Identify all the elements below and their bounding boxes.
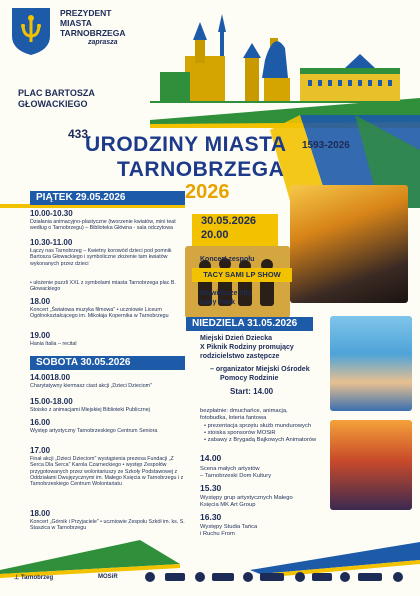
- event-desc: Charytatywny kiermasz ciast akcji „Dzieci Dzieciom": [30, 383, 152, 389]
- tarnobrzeg-crest-icon: ⊥: [14, 575, 21, 581]
- sunday-time-3: 16.30: [200, 512, 222, 522]
- event-desc: Finał akcji „Dzieci Dzieciom" wystąpienia prezesa Fundacji „Z Serca Dla Serca" Karola Czarneckiego • występ Zespołów przygotowanych przez wolontariuszy ze Szkoły Podstawowej z Oddziałami Dwujęzycznymi im. Małego Księcia w Tarnobrzegu i z Tarnobrzeskiego Centrum Wolontariatu: [30, 456, 184, 488]
- sunday-organizer-line1: – organizator Miejski Ośrodek: [210, 366, 310, 373]
- bullet-3: • zabawy z Brygadą Bajkowych Animatorów: [204, 437, 317, 443]
- sunday-title-line1: Miejski Dzień Dziecka: [200, 335, 272, 342]
- sunday-desc-3a: Występy Studia Tańca: [200, 524, 258, 530]
- saturday-event-4: [30, 446, 185, 487]
- crowd-photo: [290, 185, 408, 303]
- venue-line1: PLAC BARTOSZA: [18, 88, 95, 98]
- free-line1: bezpłatnie: dmuchańce, animacja,: [200, 408, 288, 414]
- event-desc: Hania Italia – recital: [30, 341, 77, 347]
- band-name-tag: [192, 268, 292, 282]
- concert-hits-line2: Lady Pank: [200, 299, 236, 306]
- sunday-time-2: 15.30: [200, 483, 222, 493]
- saturday-event-2: [30, 397, 185, 413]
- kids-photo: [330, 316, 412, 411]
- event-desc: Koncert „Górnik i Przyjaciele" • uczniowie Zespołu Szkół im. ks. S. Staszica w Tarnobrzegu: [30, 519, 185, 532]
- bullet-2: • stoiska sponsorów MOSiR: [204, 430, 276, 436]
- sunday-desc-1a: Scena małych artystów: [200, 466, 260, 472]
- friday-event-4: [30, 297, 185, 320]
- friday-event-3: [30, 280, 185, 293]
- saturday-event-5: [30, 509, 185, 532]
- footer-logo-tarnobrzeg: [14, 574, 53, 581]
- footer-logo-mosir: [98, 574, 118, 580]
- city-crest-icon: [10, 6, 52, 56]
- friday-event-1: [30, 209, 185, 232]
- concert-date: 30.05.2026: [201, 215, 257, 227]
- sunday-title-line2: X Piknik Rodziny promujący: [200, 344, 294, 351]
- event-time: 10.30-11.00: [30, 238, 73, 247]
- footer-logo1-text: Tarnobrzeg: [20, 575, 54, 581]
- saturday-event-1: [30, 373, 185, 389]
- saturday-bar: [30, 356, 185, 370]
- bottom-decoration: [0, 530, 420, 596]
- friday-label: PIĄTEK 29.05.2026: [36, 192, 126, 203]
- sunday-desc-2a: Występy grup artystycznych Małego: [200, 495, 293, 501]
- sponsor-logos: [140, 570, 415, 584]
- edition-number: 433.: [68, 127, 92, 141]
- saturday-label: SOBOTA 30.05.2026: [36, 357, 131, 368]
- concert-label: Koncert zespołu: [200, 256, 255, 263]
- event-time: 14.0018.00: [30, 373, 71, 382]
- concert-time: 20.00: [201, 229, 229, 241]
- years-range: 1593-2026: [302, 140, 350, 151]
- event-desc: Stoisko z animacjami Miejskiej Biblioteki Publicznej: [30, 407, 150, 413]
- event-time: 16.00: [30, 418, 51, 427]
- venue: [18, 88, 95, 110]
- venue-line2: GŁOWACKIEGO: [18, 99, 88, 109]
- event-time: 17.00: [30, 446, 51, 455]
- sunday-label: NIEDZIELA 31.05.2026: [192, 318, 298, 329]
- concert-date-box: [192, 214, 278, 246]
- friday-bar: [30, 191, 185, 205]
- event-desc: Występ artystyczny Tarnobrzeskiego Centrum Seniora: [30, 428, 158, 434]
- sunday-time-1: 14.00: [200, 453, 222, 463]
- band-name: TACY SAMI LP SHOW: [203, 270, 281, 279]
- bullet-1: • prezentacja sprzętu służb mundurowych: [204, 423, 312, 429]
- friday-event-5: [30, 331, 185, 347]
- event-desc: • ułożenie puzzli XXL z symbolami miasta Tarnobrzega plac B. Głowackiego: [30, 280, 176, 293]
- organizer-block: [60, 8, 125, 48]
- sunday-desc-2b: Księcia MK Art Group: [200, 502, 256, 508]
- year-label: 2026: [185, 181, 230, 203]
- event-desc: Działania animacyjno-plastyczne (tworzenie kwiatów, mini teat według o Tarnobrzegu) – Biblioteka Główna - sala odczytowa: [30, 219, 176, 232]
- sunday-desc-3b: i Ruchu From: [200, 531, 235, 537]
- saturday-event-3: [30, 418, 185, 434]
- event-time: 10.00-10.30: [30, 209, 73, 218]
- city-skyline-illustration: [150, 8, 420, 120]
- event-time: 19.00: [30, 331, 51, 340]
- sunday-start: Start: 14.00: [230, 387, 274, 396]
- sunday-title-line3: rodzicielstwo zastępcze: [200, 353, 280, 360]
- footer-logo2-text: MOSiR: [98, 574, 118, 580]
- event-time: 18.00: [30, 297, 51, 306]
- event-time: 15.00-18.00: [30, 397, 73, 406]
- sunday-bar: [186, 317, 313, 331]
- sunday-desc-1b: – Tarnobrzeski Dom Kultury: [200, 473, 272, 479]
- sunday-organizer-line2: Pomocy Rodzinie: [220, 375, 279, 382]
- event-desc: Łączy nas Tarnobrzeg – Kwietny korowód dzieci pod pomnik Bartosza Głowackiego i symboliczne złożenie tam kwiatów wykonanych przez dzieci: [30, 248, 172, 267]
- event-desc: Koncert „Światowa muzyka filmowa" • uczniowie Liceum Ogólnokształcącego im. Mikołaja Kopernika w Tarnobrzegu: [30, 307, 169, 320]
- concert-hits-line1: Największe hity: [200, 290, 252, 297]
- page-title-line1: URODZINY MIASTA: [85, 133, 287, 156]
- org-line1: PREZYDENT: [60, 8, 112, 18]
- org-line3: TARNOBRZEGA: [60, 28, 126, 38]
- friday-event-2: [30, 238, 185, 267]
- org-line2: MIASTA: [60, 18, 92, 28]
- page-title-line2: TARNOBRZEGA: [117, 158, 285, 181]
- free-line2: fotobudka, loteria fantowa: [200, 415, 267, 421]
- event-time: 18.00: [30, 509, 51, 518]
- invites-text: zaprasza: [88, 39, 118, 46]
- festival-photo: [330, 420, 412, 510]
